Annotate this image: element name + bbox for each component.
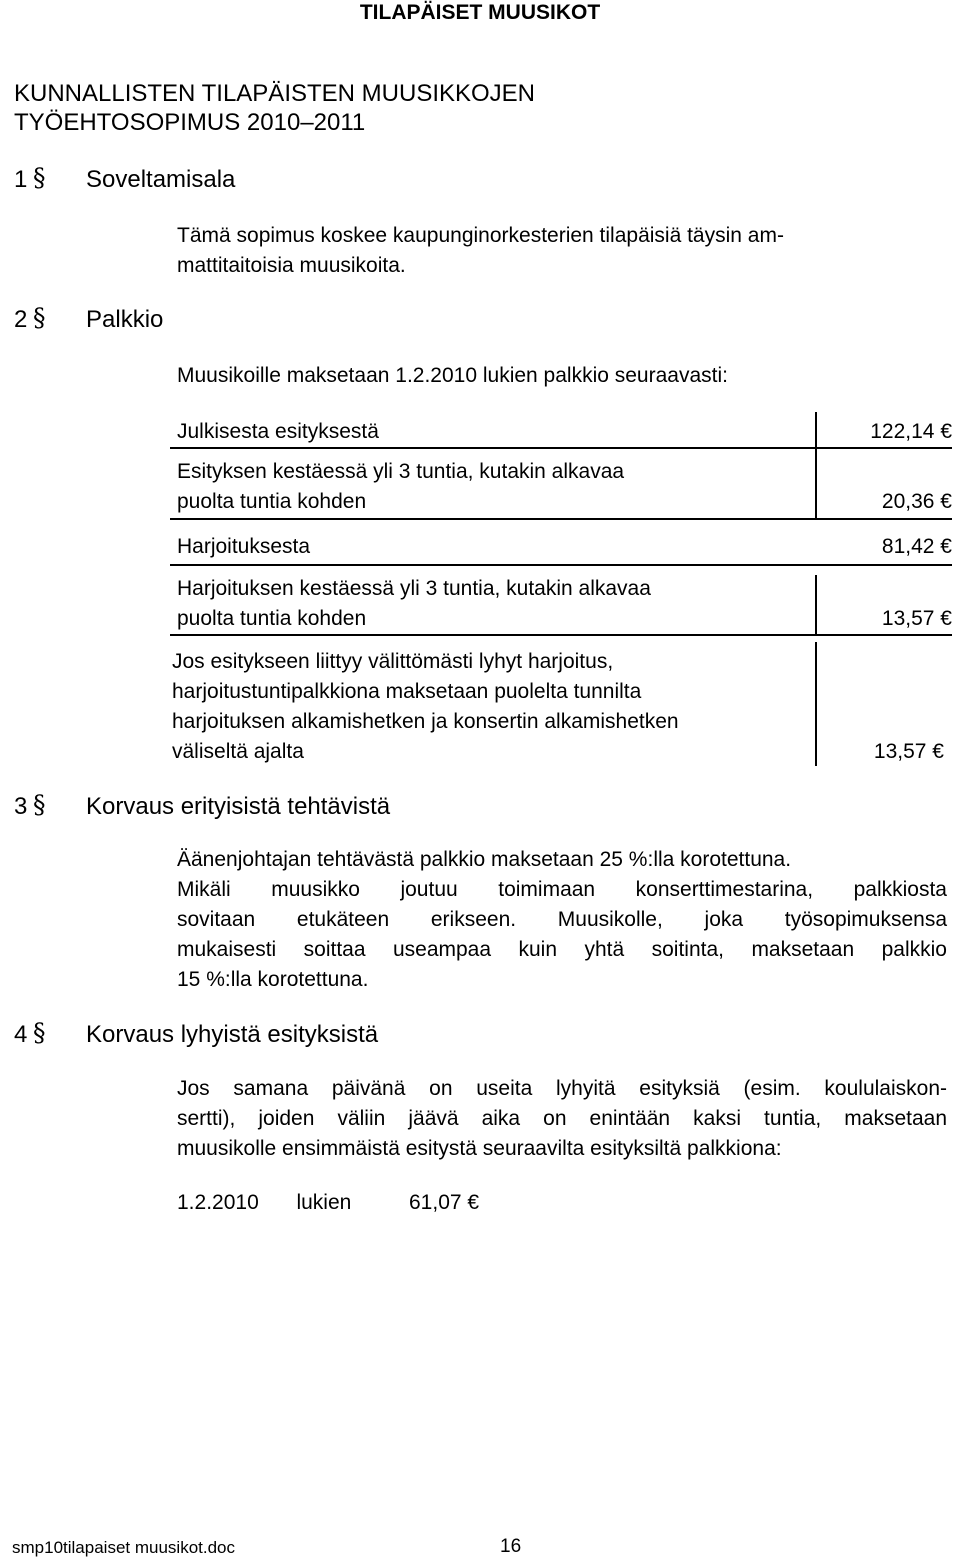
fee-description	[177, 574, 651, 634]
fee-description: Harjoituksesta	[177, 535, 311, 558]
section-sign: §	[33, 1018, 46, 1047]
section-number: 2	[14, 306, 28, 333]
rate-label: lukien	[296, 1191, 352, 1214]
fee-amount: 122,14 €	[870, 420, 952, 443]
fee-description	[172, 647, 679, 767]
fee-amount: 13,57 €	[881, 607, 952, 630]
fee-row	[170, 531, 952, 562]
section-number: 1	[14, 166, 28, 193]
section-sign: §	[33, 163, 46, 192]
text-line: mukaisesti soittaa useampaa kuin yhtä soitinta, maksetaan palkkio	[177, 938, 947, 961]
text-line: Jos samana päivänä on useita lyhyitä esityksiä (esim. koululaiskon-	[177, 1077, 947, 1100]
fee-amount: 13,57 €	[873, 740, 944, 763]
text-line: Harjoituksen kestäessä yli 3 tuntia, kutakin alkavaa	[177, 577, 651, 600]
text-line: puolta tuntia kohden	[177, 607, 367, 630]
text-line: Mikäli muusikko joutuu toimimaan konserttimestarina, palkkiosta	[177, 878, 947, 901]
section-title: Korvaus lyhyistä esityksistä	[86, 1021, 379, 1048]
text-line: harjoitustuntipalkkiona maksetaan puolelta tunnilta	[172, 680, 642, 703]
footer-page-number: 16	[500, 1536, 522, 1557]
text-line: puolta tuntia kohden	[177, 490, 367, 513]
section-4-text	[177, 1074, 947, 1164]
text-line: sovitaan etukäteen erikseen. Muusikolle, joka työsopimuksensa	[177, 908, 947, 931]
fee-row	[170, 646, 952, 767]
fee-amount: 20,36 €	[881, 490, 952, 513]
text-line: mattitaitoisia muusikoita.	[177, 254, 406, 277]
section-number: 4	[14, 1021, 28, 1048]
text-line: sertti), joiden väliin jäävä aika on enintään kaksi tuntia, maksetaan	[177, 1107, 947, 1130]
section-2-intro: Muusikoille maksetaan 1.2.2010 lukien palkkio seuraavasti:	[177, 364, 728, 387]
footer-filename: smp10tilapaiset muusikot.doc	[12, 1538, 236, 1557]
text-line: Jos esitykseen liittyy välittömästi lyhyt harjoitus,	[172, 650, 614, 673]
rate-date: 1.2.2010	[177, 1191, 259, 1214]
text-line: Tämä sopimus koskee kaupunginorkesterien tilapäisiä täysin am-	[177, 224, 784, 247]
row-rule	[170, 634, 952, 636]
text-line: muusikolle ensimmäistä esitystä seuraavilta esityksiltä palkkiona:	[177, 1137, 782, 1160]
fee-row	[170, 573, 952, 634]
section-number: 3	[14, 793, 28, 820]
document-title-line1: KUNNALLISTEN TILAPÄISTEN MUUSIKKOJEN	[14, 80, 536, 107]
text-line: väliseltä ajalta	[172, 740, 304, 763]
row-rule	[170, 447, 952, 449]
section-sign: §	[33, 790, 46, 819]
document-title	[14, 80, 535, 137]
short-performance-rate	[177, 1188, 479, 1218]
fee-description	[177, 457, 624, 517]
section-title: Palkkio	[86, 306, 164, 333]
document-title-line2: TYÖEHTOSOPIMUS 2010–2011	[14, 108, 366, 136]
fee-row	[170, 414, 952, 447]
section-3-text	[177, 845, 947, 995]
page-header-title: TILAPÄISET MUUSIKOT	[359, 1, 601, 24]
section-sign: §	[33, 303, 46, 332]
section-title: Soveltamisala	[86, 166, 236, 193]
fee-row	[170, 456, 952, 517]
section-title: Korvaus erityisistä tehtävistä	[86, 793, 391, 820]
section-1-text	[177, 221, 784, 281]
fee-amount: 81,42 €	[881, 535, 952, 558]
text-line: 15 %:lla korotettuna.	[177, 968, 369, 991]
row-rule	[170, 564, 952, 566]
row-rule	[170, 518, 952, 520]
text-line: harjoituksen alkamishetken ja konsertin alkamishetken	[172, 710, 679, 733]
text-line: Äänenjohtajan tehtävästä palkkio maksetaan 25 %:lla korotettuna.	[177, 848, 792, 871]
fee-description: Julkisesta esityksestä	[177, 420, 379, 443]
rate-amount: 61,07 €	[409, 1191, 480, 1214]
text-line: Esityksen kestäessä yli 3 tuntia, kutakin alkavaa	[177, 460, 625, 483]
